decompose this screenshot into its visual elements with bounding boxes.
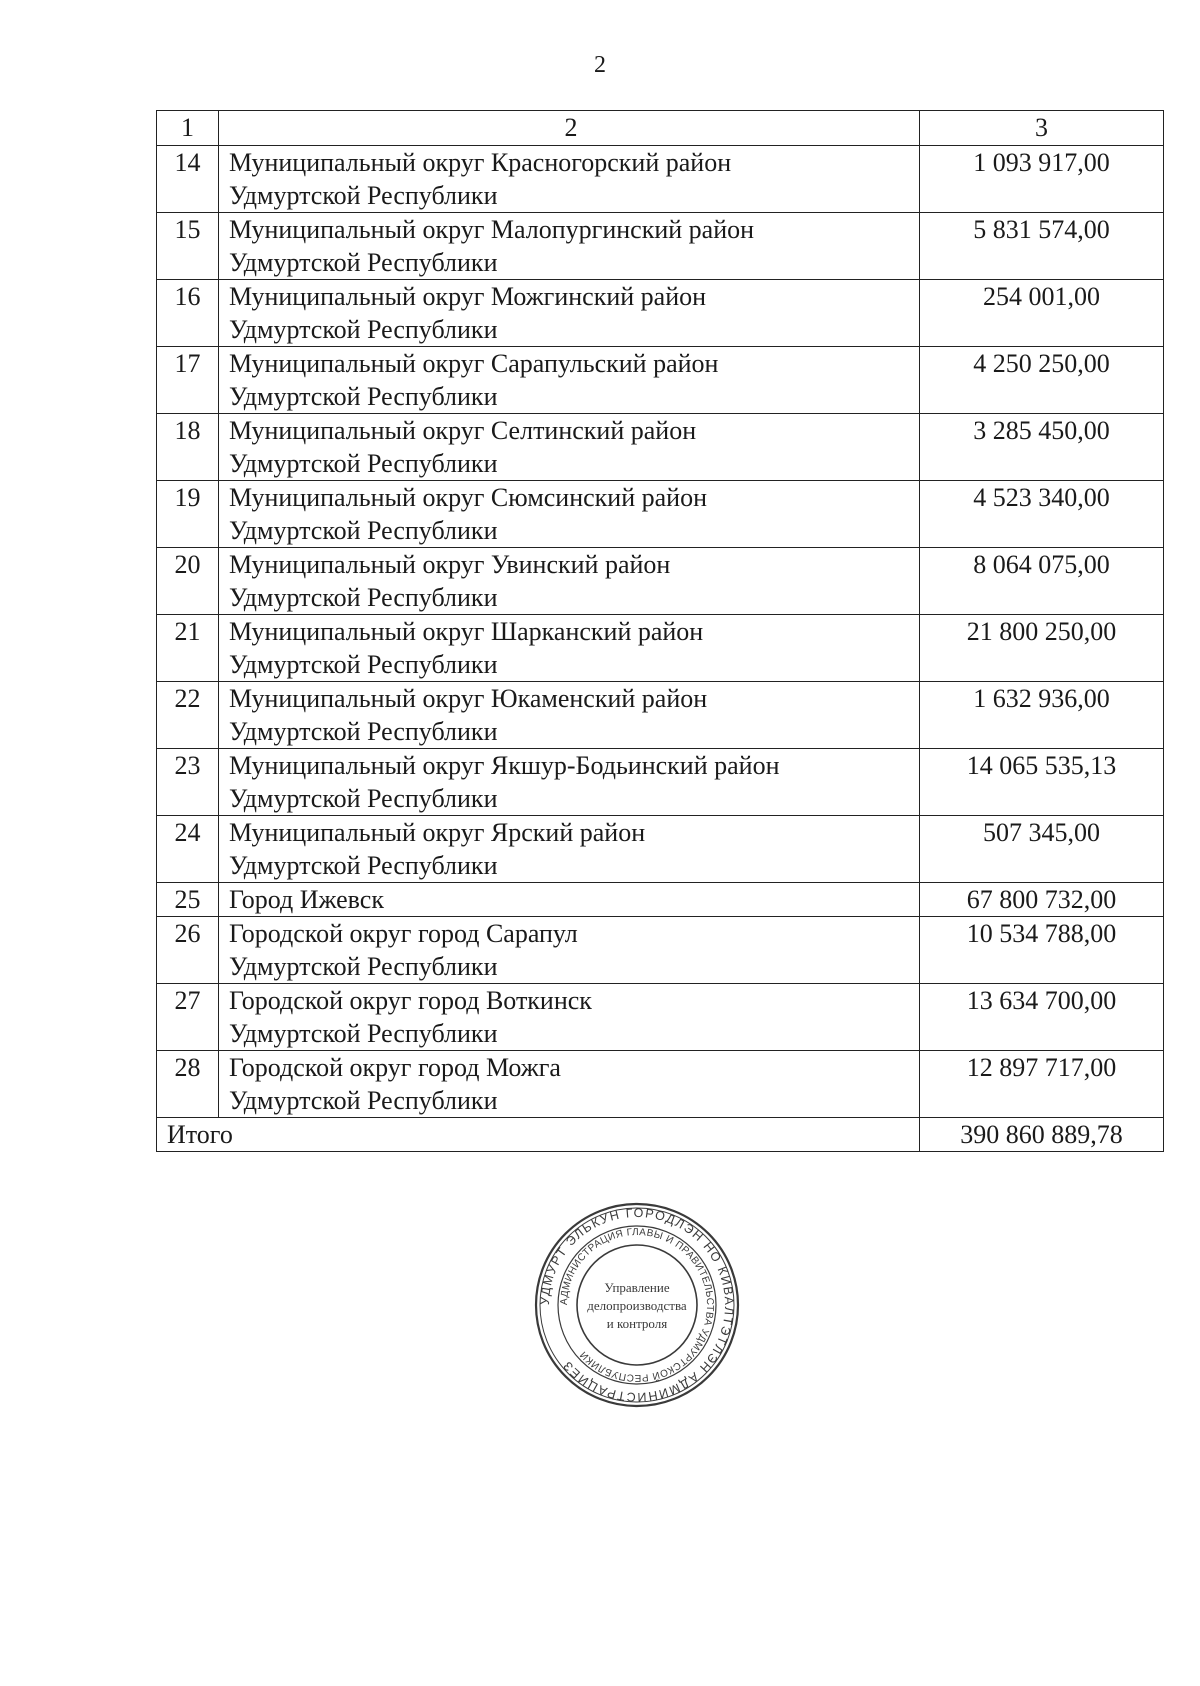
municipality-name-line-2: Удмуртской Республики [229,248,498,277]
municipality-name-line-2: Удмуртской Республики [229,1086,498,1115]
municipality-name-line-1: Муниципальный округ Увинский район [229,550,671,579]
amount-cell: 21 800 250,00 [920,615,1164,682]
municipality-name-line-2: Удмуртской Республики [229,717,498,746]
amount-cell: 10 534 788,00 [920,917,1164,984]
total-label: Итого [157,1118,920,1152]
municipality-name-line-1: Муниципальный округ Сюмсинский район [229,483,708,512]
seal-inner-text: АДМИНИСТРАЦИЯ ГЛАВЫ И ПРАВИТЕЛЬСТВА УДМУРТСКОЙ РЕСПУБЛИКИ [558,1226,716,1384]
row-number: 26 [157,917,219,984]
table-row [157,548,1164,615]
municipality-name-line-1: Муниципальный округ Красногорский район [229,148,732,177]
municipality-name-line-1: Город Ижевск [229,885,384,914]
row-number: 28 [157,1051,219,1118]
table-row [157,213,1164,280]
municipality-name-line-2: Удмуртской Республики [229,952,498,981]
row-number: 24 [157,816,219,883]
page-number: 2 [594,52,606,78]
municipality-name-line-2: Удмуртской Республики [229,516,498,545]
table-row [157,347,1164,414]
row-number: 17 [157,347,219,414]
municipality-name [219,984,920,1051]
municipality-name-line-2: Удмуртской Республики [229,449,498,478]
municipality-name [219,615,920,682]
table-row [157,615,1164,682]
municipality-name [219,213,920,280]
municipality-name-line-2: Удмуртской Республики [229,851,498,880]
total-row [157,1118,1164,1152]
row-number: 22 [157,682,219,749]
amount-cell: 1 093 917,00 [920,146,1164,213]
amount-cell: 8 064 075,00 [920,548,1164,615]
municipality-name [219,917,920,984]
header-col-3: 3 [920,111,1164,146]
header-col-2: 2 [219,111,920,146]
allocation-table [156,110,1164,1152]
table-row [157,414,1164,481]
municipality-name [219,280,920,347]
table-row [157,749,1164,816]
municipality-name [219,749,920,816]
amount-cell: 4 523 340,00 [920,481,1164,548]
amount-cell: 3 285 450,00 [920,414,1164,481]
official-seal [532,1200,742,1410]
row-number: 23 [157,749,219,816]
seal-outer-text: УДМУРТ ЭЛЬКУН ГОРОДЛЭН НО КИВАЛТЭТЛЭН АДМИНИСТРАЦИЕЗ [537,1205,737,1405]
municipality-name-line-1: Муниципальный округ Малопургинский район [229,215,755,244]
amount-cell: 5 831 574,00 [920,213,1164,280]
municipality-name [219,146,920,213]
municipality-name [219,883,920,917]
table-header-row [157,111,1164,146]
municipality-name-line-1: Муниципальный округ Якшур-Бодьинский район [229,751,780,780]
row-number: 27 [157,984,219,1051]
municipality-name-line-1: Муниципальный округ Можгинский район [229,282,707,311]
municipality-name-line-1: Муниципальный округ Шарканский район [229,617,704,646]
table-row [157,146,1164,213]
municipality-name-line-1: Муниципальный округ Селтинский район [229,416,697,445]
municipality-name [219,548,920,615]
row-number: 18 [157,414,219,481]
municipality-name-line-2: Удмуртской Республики [229,784,498,813]
municipality-name-line-1: Городской округ город Воткинск [229,986,592,1015]
municipality-name [219,347,920,414]
seal-center-line-3: и контроля [606,1316,668,1331]
municipality-name-line-1: Муниципальный округ Сарапульский район [229,349,719,378]
amount-cell: 507 345,00 [920,816,1164,883]
seal-center-line-1: Управление [604,1280,670,1295]
table-row [157,917,1164,984]
row-number: 21 [157,615,219,682]
municipality-name [219,414,920,481]
municipality-name-line-2: Удмуртской Республики [229,583,498,612]
amount-cell: 4 250 250,00 [920,347,1164,414]
municipality-name-line-1: Городской округ город Сарапул [229,919,578,948]
total-amount: 390 860 889,78 [920,1118,1164,1152]
table-row [157,984,1164,1051]
row-number: 25 [157,883,219,917]
amount-cell: 12 897 717,00 [920,1051,1164,1118]
municipality-name [219,816,920,883]
municipality-name-line-2: Удмуртской Республики [229,650,498,679]
row-number: 15 [157,213,219,280]
header-col-1: 1 [157,111,219,146]
municipality-name [219,682,920,749]
table-row [157,481,1164,548]
amount-cell: 14 065 535,13 [920,749,1164,816]
table-row [157,280,1164,347]
municipality-name-line-2: Удмуртской Республики [229,1019,498,1048]
municipality-name-line-2: Удмуртской Республики [229,181,498,210]
amount-cell: 13 634 700,00 [920,984,1164,1051]
municipality-name [219,1051,920,1118]
table-row [157,682,1164,749]
municipality-name-line-1: Городской округ город Можга [229,1053,561,1082]
seal-center-line-2: делопроизводства [587,1298,687,1313]
amount-cell: 254 001,00 [920,280,1164,347]
table-row [157,816,1164,883]
row-number: 16 [157,280,219,347]
municipality-name-line-1: Муниципальный округ Юкаменский район [229,684,708,713]
table-row [157,1051,1164,1118]
municipality-name [219,481,920,548]
amount-cell: 1 632 936,00 [920,682,1164,749]
row-number: 20 [157,548,219,615]
amount-cell: 67 800 732,00 [920,883,1164,917]
municipality-name-line-1: Муниципальный округ Ярский район [229,818,646,847]
row-number: 14 [157,146,219,213]
row-number: 19 [157,481,219,548]
municipality-name-line-2: Удмуртской Республики [229,382,498,411]
table-row [157,883,1164,917]
municipality-name-line-2: Удмуртской Республики [229,315,498,344]
